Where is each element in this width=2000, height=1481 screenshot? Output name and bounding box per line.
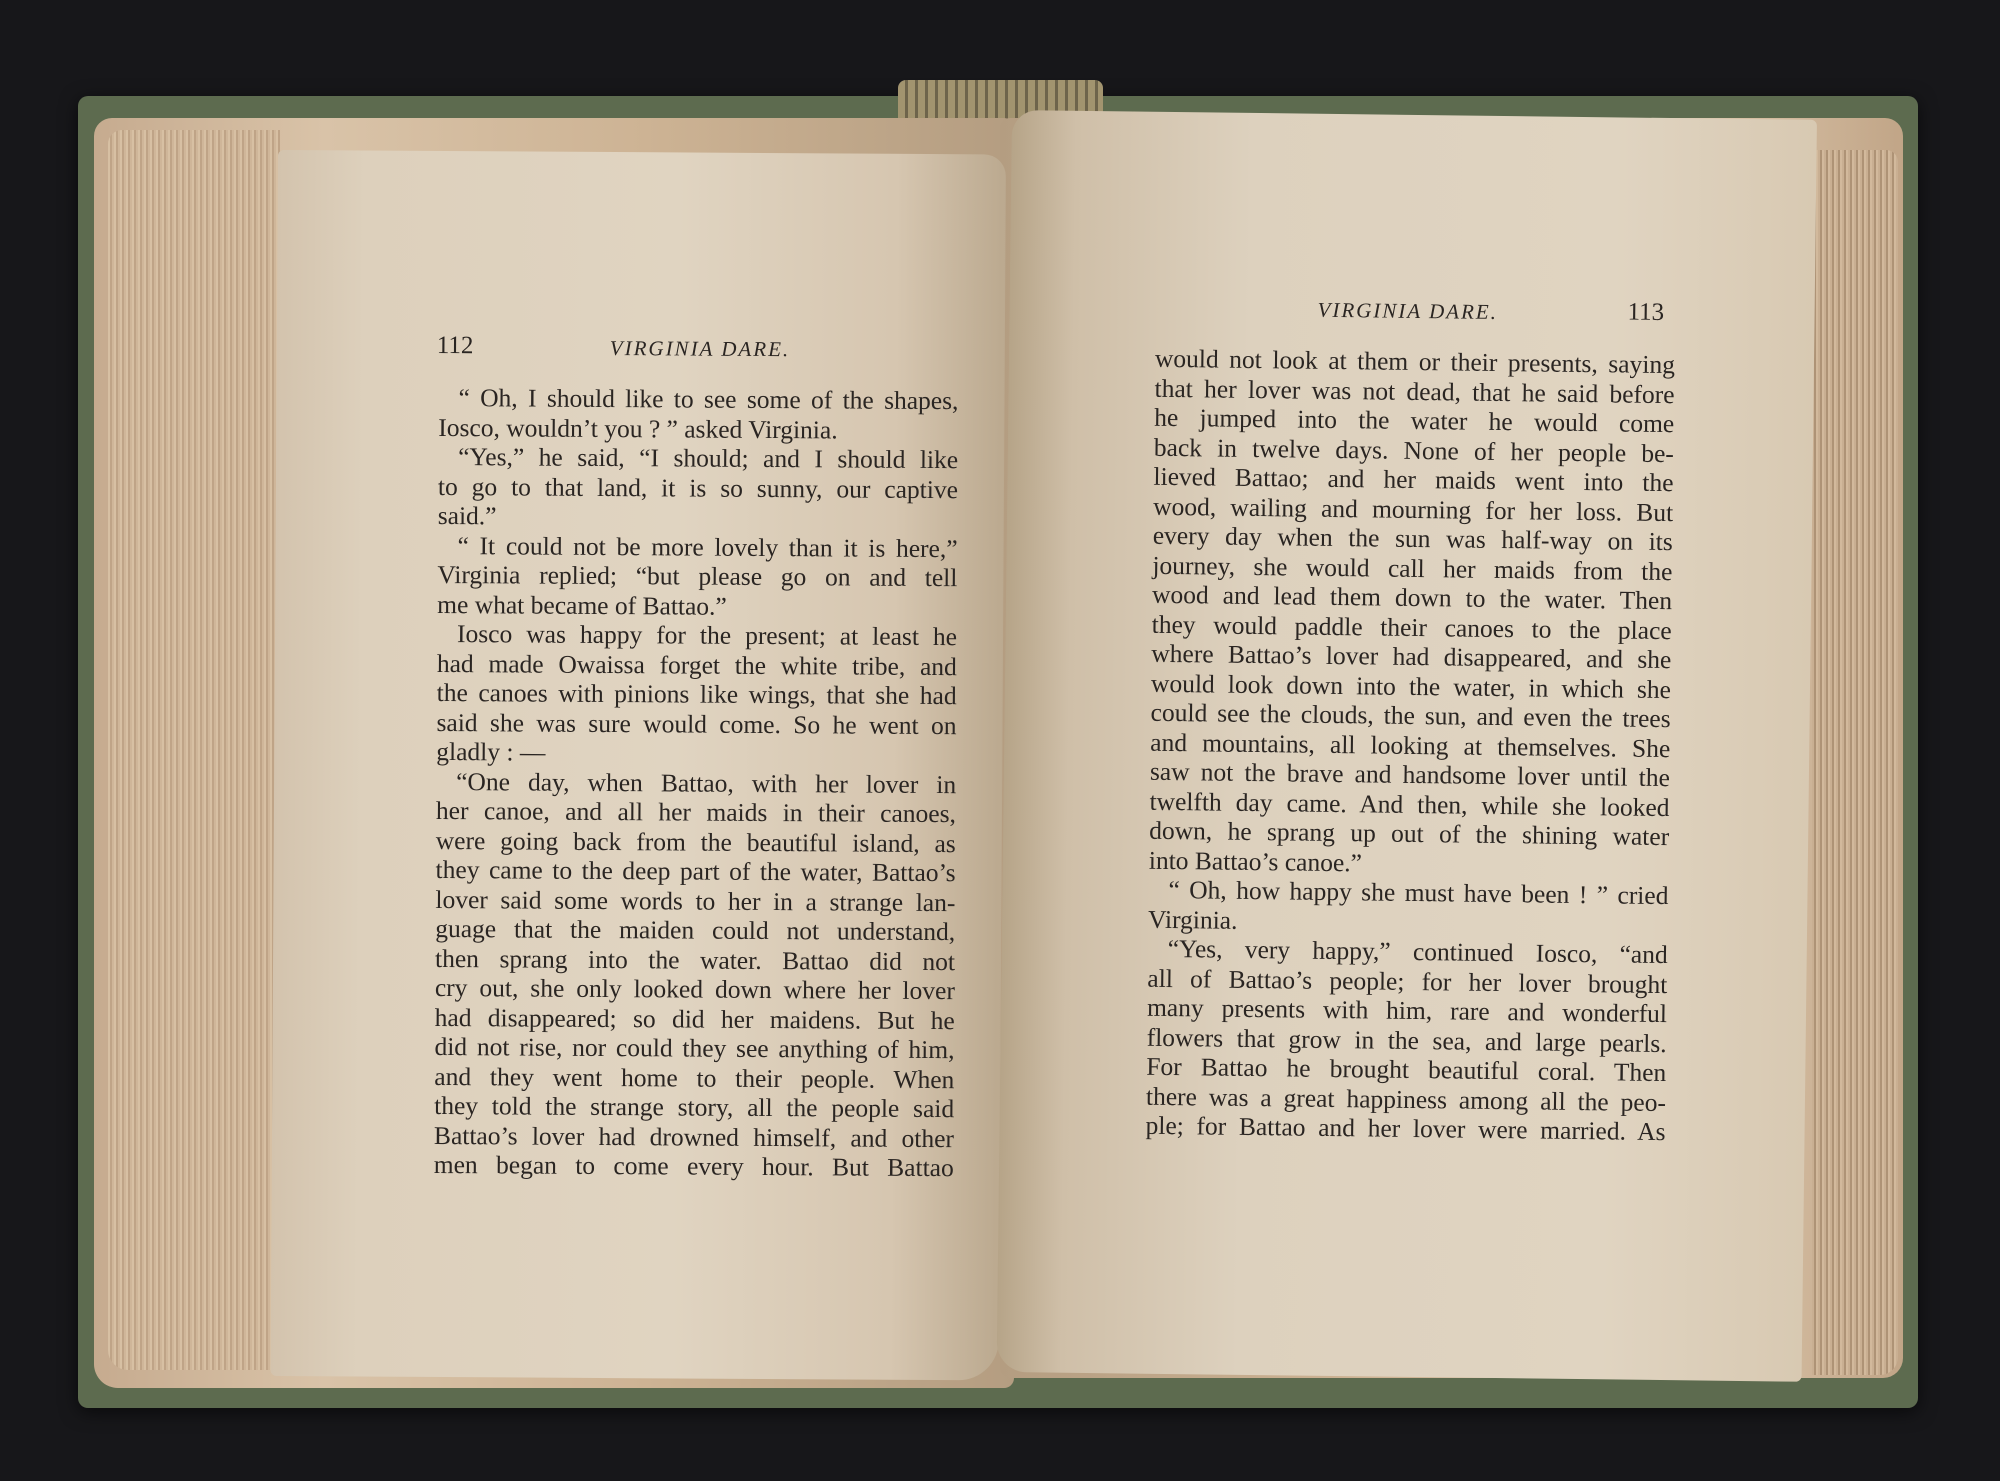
- text-line: had disappeared; so did her maidens. But he: [434, 1002, 955, 1035]
- text-line: said she was sure would come. So he went on: [436, 707, 957, 740]
- text-line: lieved Battao; and her maids went into the: [1153, 461, 1674, 498]
- text-line: back in twelve days. None of her people be-: [1153, 432, 1675, 468]
- text-line: would look down into the water, in which she: [1150, 668, 1672, 704]
- text-line: Iosco, wouldn’t you ? ” asked Virginia.: [438, 412, 838, 444]
- text-line: that her lover was not dead, that he said before: [1154, 373, 1675, 409]
- text-line: journey, she would call her maids from the: [1152, 550, 1673, 586]
- text-line: where Battao’s lover had disappeared, and she: [1151, 638, 1672, 675]
- text-line: For Battao he brought beautiful coral. Then: [1146, 1051, 1667, 1088]
- text-line: “One day, when Battao, with her lover in: [456, 766, 957, 799]
- text-line: the canoes with pinions like wings, that she had: [436, 677, 957, 711]
- text-line: then sprang into the water. Battao did not: [434, 943, 956, 976]
- right-page-edges: [1812, 150, 1898, 1375]
- text-line: down, he sprang up out of the shining water: [1149, 815, 1670, 852]
- text-line: “ Oh, I should like to see some of the shapes,: [458, 383, 959, 416]
- text-line: they would paddle their canoes to the place: [1151, 609, 1672, 645]
- page-body-text: [1145, 344, 1675, 1147]
- text-line: many presents with him, rare and wonderful: [1146, 992, 1668, 1029]
- right-page: [997, 110, 1817, 1382]
- text-line: lover said some words to her in a strange lan-: [435, 884, 956, 917]
- text-line: had made Owaissa forget the white tribe, and: [436, 648, 957, 681]
- text-line: he jumped into the water he would come: [1154, 402, 1675, 439]
- text-line: saw not the brave and handsome lover until the: [1149, 756, 1671, 793]
- text-line: her canoe, and all her maids in their canoes,: [435, 795, 957, 829]
- text-line: and they went home to their people. When: [434, 1061, 955, 1094]
- text-line: guage that the maiden could not understand,: [435, 913, 956, 947]
- text-line: cry out, she only looked down where her lover: [434, 972, 955, 1006]
- text-line: they came to the deep part of the water, Battao’s: [435, 854, 956, 888]
- left-page: [271, 150, 1006, 1380]
- text-line: Virginia.: [1147, 904, 1238, 935]
- text-line: all of Battao’s people; for her lover brought: [1147, 963, 1668, 999]
- running-head: VIRGINIA DARE.: [609, 336, 791, 362]
- text-line: there was a great happiness among all the peo-: [1145, 1081, 1667, 1117]
- text-line: “Yes, very happy,” continued Iosco, “and: [1167, 933, 1668, 970]
- text-line: me what became of Battao.”: [437, 589, 727, 621]
- text-line: into Battao’s canoe.”: [1148, 845, 1363, 877]
- text-line: “ It could not be more lovely than it is here,”: [457, 530, 958, 563]
- text-line: they told the strange story, all the people said: [434, 1090, 955, 1124]
- text-line: men began to come every hour. But Battao: [433, 1149, 954, 1183]
- page-number: 112: [436, 331, 474, 360]
- page-number: 113: [1627, 298, 1665, 326]
- running-head: VIRGINIA DARE.: [1317, 297, 1499, 324]
- text-line: wood, wailing and mourning for her loss. But: [1152, 491, 1674, 527]
- text-line: did not rise, nor could they see anything of him,: [434, 1031, 955, 1065]
- text-line: said.”: [437, 500, 497, 531]
- text-line: “Yes,” he said, “I should; and I should like: [458, 442, 959, 475]
- text-line: to go to that land, it is so sunny, our captive: [437, 471, 959, 504]
- text-line: every day when the sun was half-way on its: [1152, 520, 1673, 557]
- text-line: were going back from the beautiful island, as: [435, 825, 956, 858]
- text-line: and mountains, all looking at themselves. She: [1150, 727, 1671, 763]
- text-line: gladly : —: [436, 736, 546, 767]
- text-line: “ Oh, how happy she must have been ! ” cried: [1168, 874, 1669, 911]
- text-line: twelfth day came. And then, while she looked: [1149, 786, 1670, 822]
- text-line: Iosco was happy for the present; at least he: [456, 619, 958, 652]
- text-line: Battao’s lover had drowned himself, and other: [433, 1120, 955, 1153]
- text-line: would not look at them or their presents, saying: [1154, 343, 1676, 380]
- left-page-edges: [108, 130, 280, 1370]
- text-line: flowers that grow in the sea, and large pearls.: [1146, 1022, 1667, 1058]
- text-line: wood and lead them down to the water. Then: [1151, 579, 1673, 616]
- text-line: Virginia replied; “but please go on and tell: [437, 559, 958, 593]
- text-line: could see the clouds, the sun, and even the trees: [1150, 697, 1671, 734]
- page-body-text: [434, 383, 959, 1183]
- text-line: ple; for Battao and her lover were married. As: [1145, 1110, 1666, 1147]
